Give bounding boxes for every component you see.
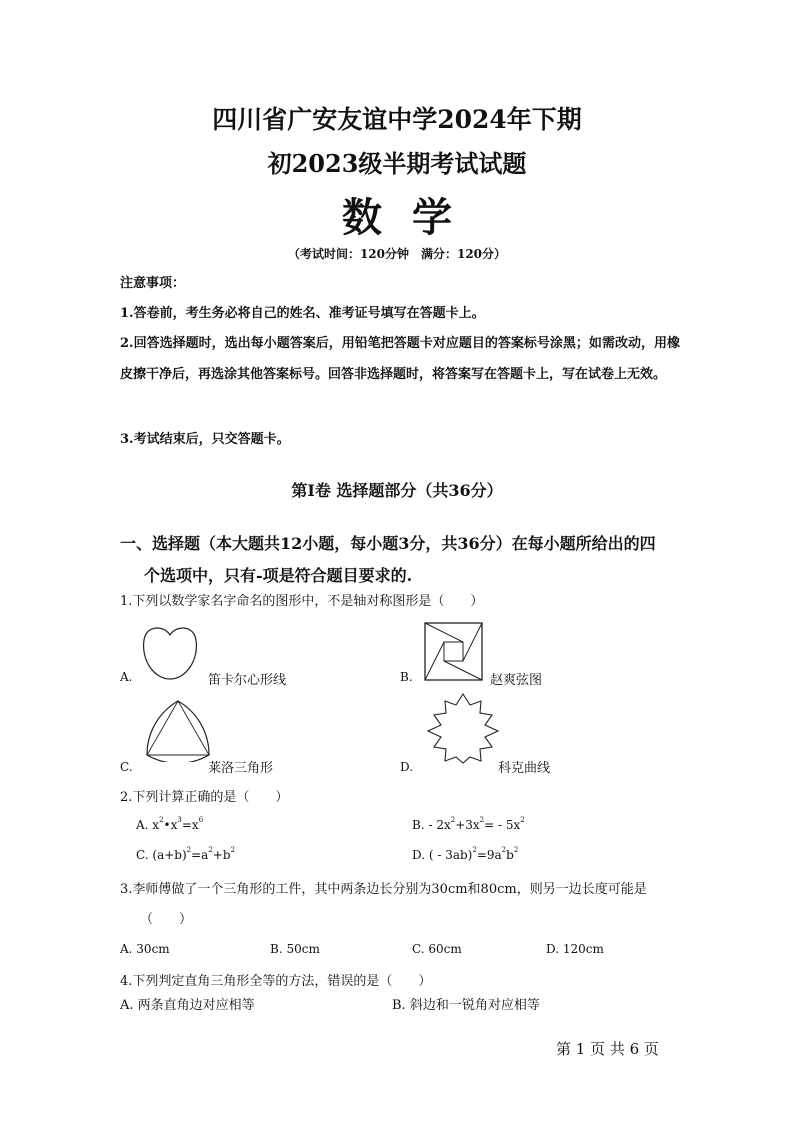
reuleaux-triangle-figure — [144, 698, 212, 762]
notice-heading: 注意事项： — [120, 276, 186, 291]
section-title: 第Ⅰ卷 选择题部分（共36分） — [291, 481, 503, 500]
q4-option-b: B. 斜边和一锐角对应相等 — [392, 998, 540, 1013]
cardioid-figure — [138, 622, 202, 684]
q3-option-c: C. 60cm — [412, 942, 462, 956]
q1-option-a-label: 笛卡尔心形线 — [208, 673, 287, 688]
koch-curve-figure — [424, 692, 502, 764]
q2-stem: 2.下列计算正确的是（ ） — [120, 790, 289, 805]
q1-option-c-label: 莱洛三角形 — [208, 761, 274, 776]
notice-item-1: 1.答卷前，考生务必将自己的姓名、准考证号填写在答题卡上。 — [120, 306, 485, 321]
q4-stem: 4.下列判定直角三角形全等的方法，错误的是（ ） — [120, 974, 432, 989]
q1-option-b-label: 赵爽弦图 — [490, 673, 543, 688]
q3-option-b: B. 50cm — [270, 942, 320, 956]
page-number: 第 1 页 共 6 页 — [556, 1040, 659, 1058]
q3-option-d: D. 120cm — [546, 942, 604, 956]
q4-option-a: A. 两条直角边对应相等 — [120, 998, 255, 1013]
notice-item-3: 3.考试结束后，只交答题卡。 — [120, 432, 290, 447]
q2-option-c: C. $(a+b)^2=a^2+b^2$ — [136, 846, 236, 862]
q1-option-d-letter: D. — [400, 760, 414, 774]
q2-option-a: A. $x^2•x^3=x^6$ — [136, 816, 204, 832]
part-heading-line2: 个选项中，只有-项是符合题目要求的. — [144, 566, 413, 585]
q1-option-b-letter: B. — [400, 670, 413, 684]
subject-title: 数学 — [342, 194, 482, 241]
q2-option-b: B. - $2x^2+3x^2= - 5x^2$ — [412, 816, 525, 832]
q1-option-c-letter: C. — [120, 760, 133, 774]
part-heading — [120, 528, 680, 592]
q3-paren: （ ） — [140, 912, 193, 927]
part-heading-line1: 一、选择题（本大题共12小题，每小题3分，共36分）在每小题所给出的四 — [120, 534, 656, 553]
notice-item-2: 2.回答选择题时，选出每小题答案后，用铅笔把答题卡对应题目的答案标号涂黑；如需改动，用橡皮擦干净后，再选涂其他答案标号。回答非选择题时，将答案写在答题卡上，写在试卷上无效。 — [120, 336, 680, 382]
q3-stem: 3.李师傅做了一个三角形的工件，其中两条边长分别为30cm和80cm，则另一边长度可能是 — [120, 882, 647, 897]
q1-stem: 1.下列以数学家名字命名的图形中，不是轴对称图形是（ ） — [120, 594, 484, 609]
exam-info: （考试时间：120分钟 满分：120分） — [287, 247, 507, 261]
exam-title: 初2023级半期考试试题 — [267, 149, 527, 178]
q2-option-d: D. ( - $3ab)^2=9a^2b^2$ — [412, 846, 519, 862]
q1-option-a-letter: A. — [120, 670, 133, 684]
zhao-shuang-figure — [424, 622, 484, 682]
school-title: 四川省广安友谊中学2024年下期 — [212, 105, 582, 134]
q3-option-a: A. 30cm — [120, 942, 170, 956]
q1-option-d-label: 科克曲线 — [498, 761, 551, 776]
